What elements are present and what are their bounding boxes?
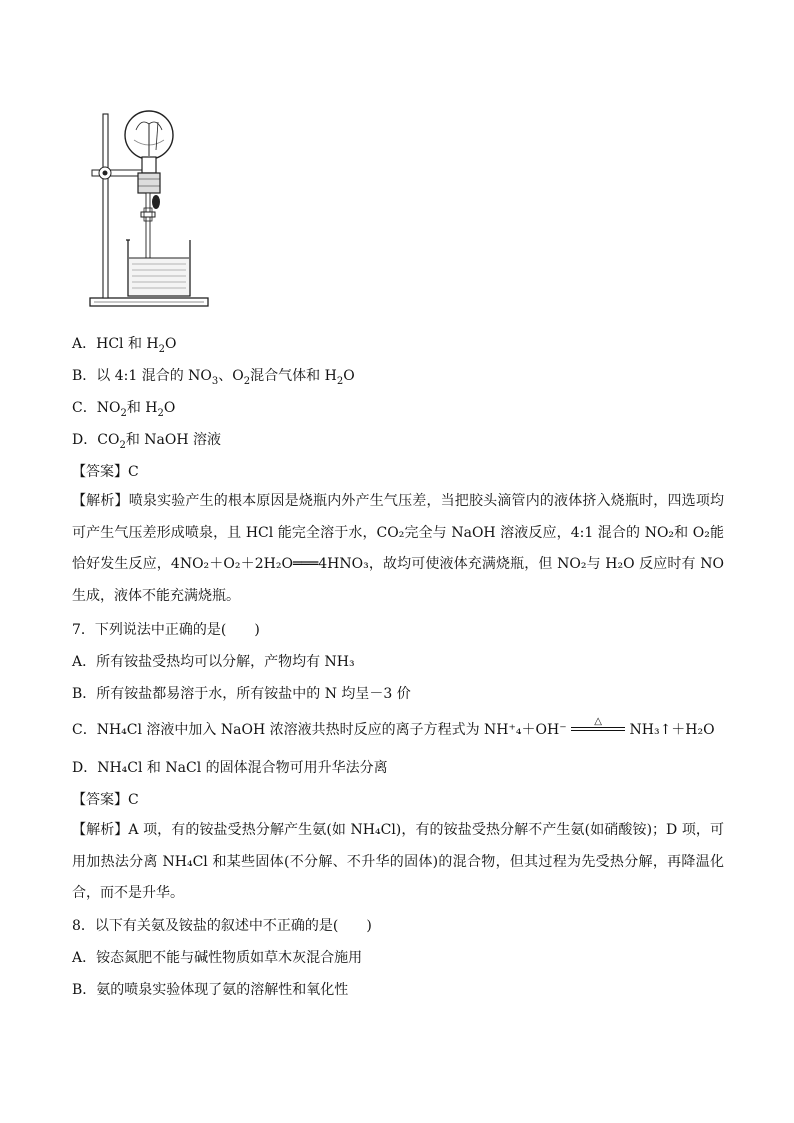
q7-option-c: C．NH₄Cl 溶液中加入 NaOH 浓溶液共热时反应的离子方程式为 NH⁺₄＋OH⁻ △ NH₃↑＋H₂O [72, 720, 715, 740]
option-letter: D． [72, 432, 98, 448]
q6-option-c: C．$NO_2$和 $H_2O$ [72, 400, 176, 419]
q8-option-b: B．氨的喷泉实验体现了氨的溶解性和氧化性 [72, 982, 349, 998]
analysis-label: 【解析】 [72, 822, 129, 838]
analysis-text: 喷泉实验产生的根本原因是烧瓶内外产生气压差，当把胶头滴管内的液体挤入烧瓶时，四选项均可产生气压差形成喷泉，且 HCl 能完全溶于水，CO₂完全与 NaOH 溶液反应，4:1 混合的 NO₂和 O₂能恰好发生反应，4NO₂＋O₂＋2H₂O═══4HNO₃，故均可使液体充满烧瓶，但 NO₂与 H₂O 反应时有 NO 生成，液体不能充满烧瓶。 [72, 493, 725, 604]
q6-analysis [72, 486, 724, 612]
option-letter: B． [72, 368, 97, 384]
option-letter: A． [72, 336, 97, 352]
q6-answer: 【答案】C [72, 464, 139, 480]
q7-option-a: A．所有铵盐受热均可以分解，产物均有 NH₃ [72, 654, 355, 670]
q7-option-b: B．所有铵盐都易溶于水，所有铵盐中的 N 均呈－3 价 [72, 686, 411, 702]
q8-stem: 8．以下有关氨及铵盐的叙述中不正确的是( ) [72, 918, 372, 934]
analysis-text: A 项，有的铵盐受热分解产生氨(如 NH₄Cl)，有的铵盐受热分解不产生氨(如硝酸铵)；D 项，可用加热法分离 NH₄Cl 和某些固体(不分解、不升华的固体)的混合物，但其过程为先受热分解，再降温化合，而不是升华。 [72, 822, 725, 901]
heat-symbol: △ [594, 716, 602, 727]
q6-option-d: D．$CO_2$和 NaOH 溶液 [72, 432, 221, 451]
q8-option-a: A．铵态氮肥不能与碱性物质如草木灰混合施用 [72, 950, 363, 966]
q6-option-b: B．以 4:1 混合的 $NO_3$、$O_2$混合气体和 $H_2O$ [72, 368, 355, 387]
q7-stem: 7．下列说法中正确的是( ) [72, 622, 260, 638]
q7-answer: 【答案】C [72, 792, 139, 808]
q6-option-a: A．HCl 和 $H_2O$ [72, 336, 177, 355]
option-letter: C． [72, 400, 97, 416]
q7-option-d: D．NH₄Cl 和 NaCl 的固体混合物可用升华法分离 [72, 760, 388, 776]
analysis-label: 【解析】 [72, 493, 129, 509]
q7-analysis [72, 815, 724, 910]
fountain-apparatus-figure [86, 100, 216, 326]
heating-equation-arrow [571, 716, 625, 736]
